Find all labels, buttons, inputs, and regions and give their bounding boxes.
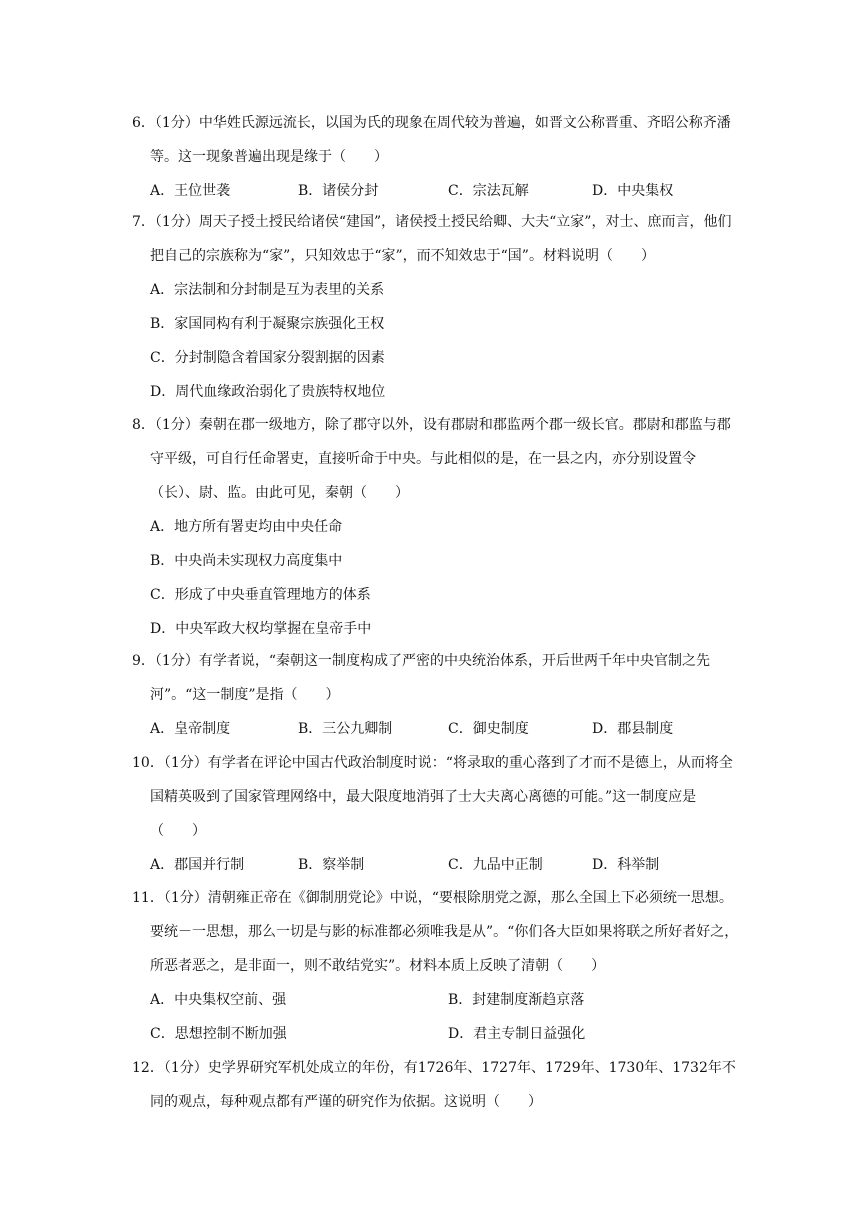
- option-b[interactable]: B．封建制度渐趋京落: [448, 992, 585, 1008]
- option-d[interactable]: D．科举制: [592, 857, 660, 873]
- question-10: [120, 746, 742, 882]
- option-a[interactable]: A．宗法制和分封制是互为表里的关系: [150, 282, 385, 298]
- option-b[interactable]: B．三公九卿制: [298, 721, 393, 737]
- option-c[interactable]: C．宗法瓦解: [448, 183, 529, 199]
- question-10-options: [120, 848, 742, 882]
- option-d[interactable]: D．中央军政大权均掌握在皇帝手中: [150, 621, 372, 637]
- question-6-stem: 6．（1分）中华姓氏源远流长，以国为氏的现象在周代较为普遍，如晋文公称晋重、齐昭公称齐潘等。这一现象普遍出现是缘于（ ）: [132, 115, 731, 165]
- option-c[interactable]: C．形成了中央垂直管理地方的体系: [150, 587, 371, 603]
- option-a[interactable]: A．郡国并行制: [150, 857, 245, 873]
- question-11-options-row1: [120, 983, 742, 1017]
- question-6: [120, 106, 742, 208]
- option-d[interactable]: D．周代血缘政治弱化了贵族特权地位: [150, 384, 386, 400]
- question-7-stem: 7．（1分）周天子授土授民给诸侯“建国”，诸侯授土授民给卿、大夫“立家”，对士、庶而言，他们把自己的宗族称为“家”，只知效忠于“家”，而不知效忠于“国”。材料说明（ ）: [132, 214, 732, 264]
- question-7: [120, 205, 742, 409]
- option-a[interactable]: A．中央集权空前、强: [150, 992, 287, 1008]
- question-10-stem: 10．（1分）有学者在评论中国古代政治制度时说：“将录取的重心落到了才而不是德上，从而将全国精英吸到了国家管理网络中，最大限度地消弭了士大夫离心离德的可能。”这一制度应是（ ）: [132, 755, 733, 839]
- question-11: [120, 881, 742, 1051]
- option-b[interactable]: B．中央尚未实现权力高度集中: [150, 553, 343, 569]
- question-6-options: [120, 174, 742, 208]
- option-b[interactable]: B．家国同构有利于凝聚宗族强化王权: [150, 316, 385, 332]
- question-8-stem: 8．（1分）秦朝在郡一级地方，除了郡守以外，设有郡尉和郡监两个郡一级长官。郡尉和郡监与郡守平级，可自行任命署吏，直接听命于中央。与此相似的是，在一县之内，亦分别设置令（长）、尉、监。由此可见，秦朝（ ）: [132, 417, 731, 501]
- question-11-options-row2: [120, 1017, 742, 1051]
- question-9: [120, 644, 742, 746]
- option-c[interactable]: C．分封制隐含着国家分裂割据的因素: [150, 350, 385, 366]
- question-12-stem: 12．（1分）史学界研究军机处成立的年份，有1726年、1727年、1729年、1730年、1732年不同的观点，每种观点都有严谨的研究作为依据。这说明（ ）: [132, 1060, 736, 1110]
- option-d[interactable]: D．君主专制日益强化: [448, 1026, 586, 1042]
- question-9-options: [120, 712, 742, 746]
- question-12: [120, 1051, 742, 1119]
- option-c[interactable]: C．御史制度: [448, 721, 529, 737]
- question-11-stem: 11．（1分）清朝雍正帝在《御制朋党论》中说，“要根除朋党之源，那么全国上下必须统一思想。要统－一思想，那么一切是与影的标准都必须唯我是从”。“你们各大臣如果将联之所好者好之，所恶者恶之，是非面一，则不敢结党实”。材料本质上反映了清朝（ ）: [132, 890, 739, 974]
- option-b[interactable]: B．察举制: [298, 857, 365, 873]
- option-d[interactable]: D．郡县制度: [592, 721, 674, 737]
- option-a[interactable]: A．地方所有署吏均由中央任命: [150, 519, 343, 535]
- question-9-stem: 9．（1分）有学者说，“秦朝这一制度构成了严密的中央统治体系，开后世两千年中央官制之先河”。“这一制度”是指（ ）: [132, 653, 710, 703]
- option-d[interactable]: D．中央集权: [592, 183, 674, 199]
- option-c[interactable]: C．思想控制不断加强: [150, 1026, 287, 1042]
- option-c[interactable]: C．九品中正制: [448, 857, 543, 873]
- option-b[interactable]: B．诸侯分封: [298, 183, 379, 199]
- question-8: [120, 408, 742, 646]
- option-a[interactable]: A．皇帝制度: [150, 721, 231, 737]
- option-a[interactable]: A．王位世袭: [150, 183, 231, 199]
